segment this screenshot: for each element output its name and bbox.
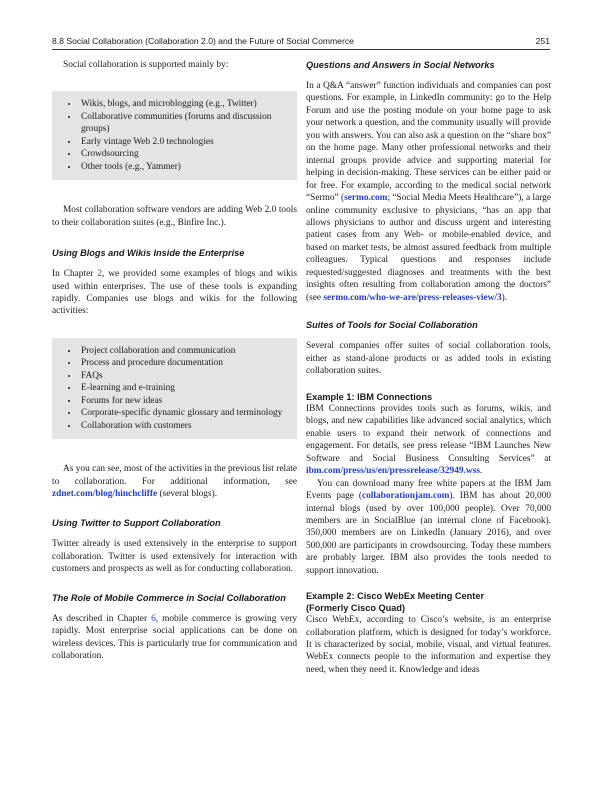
example2-title: Example 2: Cisco WebEx Meeting Center (Formerly Cisco Quad) — [306, 591, 485, 613]
paragraph-twitter: Twitter already is used extensively in the enterprise to support collaboration. Twitter is used extensively for interaction with customers and prospects as well as for conducting collaboration. — [52, 539, 297, 575]
paragraph-cisco: Cisco WebEx, according to Cisco’s website, is an enterprise collaboration platform, which is designed for today’s workforce. It is characterized by social, mobile, visual, and virtual features. WebEx connects people to the information and expertise they need, when they need it. Knowledge and ideas — [306, 615, 551, 675]
zdnet-link[interactable]: zdnet.com/blog/hinchcliffe — [52, 488, 158, 499]
right-column — [306, 55, 551, 676]
paragraph-vendors: Most collaboration software vendors are adding Web 2.0 tools to their collaboration suites (e.g., Binfire Inc.). — [52, 205, 297, 228]
collaborationjam-link[interactable]: collaborationjam.com — [361, 491, 450, 502]
list-item: • Collaboration with customers — [79, 420, 289, 432]
tools-box — [52, 91, 297, 180]
paragraph-mobile: As described in Chapter 6, mobile commerce is growing very rapidly. Most enterprise social applications can be done on wireless devices. This is particularly true for communication and collaboration. — [52, 613, 298, 662]
intro-text: Social collaboration is supported mainly by: — [63, 60, 229, 70]
list-item: • Wikis, blogs, and microblogging (e.g., Twitter) — [79, 98, 289, 110]
section-title: 8.8 Social Collaboration (Collaboration 2.0) and the Future of Social Commerce — [52, 36, 354, 46]
list-item: • FAQs — [79, 370, 289, 382]
tools-list — [52, 98, 289, 173]
list-item: • Forums for new ideas — [79, 395, 289, 407]
page-number: 251 — [535, 36, 550, 46]
example1-title: Example 1: IBM Connections — [306, 391, 433, 402]
ibm-press-link[interactable]: ibm.com/press/us/en/pressrelease/32949.wss — [306, 466, 480, 477]
list-item: • E-learning and e-training — [79, 382, 289, 394]
list-item: • Collaborative communities (forums and discussion groups) — [79, 111, 289, 136]
list-item: • Corporate-specific dynamic glossary and terminology — [79, 407, 289, 419]
paragraph-blogs: In Chapter 2, we provided some examples of blogs and wikis used within enterprises. The use of these tools is expanding rapidly. Companies use blogs and wikis for the following activities: — [52, 269, 297, 317]
heading-twitter: Using Twitter to Support Collaboration — [52, 518, 221, 529]
heading-suites: Suites of Tools for Social Collaboration — [306, 320, 478, 331]
sermo-link[interactable]: sermo.com — [344, 193, 388, 204]
list-item: • Project collaboration and communication — [79, 345, 289, 357]
paragraph-suites: Several companies offer suites of social collaboration tools, either as stand-alone products or as added tools in existing collaboration suites. — [306, 341, 551, 377]
left-column — [52, 55, 297, 663]
list-item: • Other tools (e.g., Yammer) — [79, 161, 289, 173]
activities-box — [52, 338, 297, 439]
activities-list — [52, 345, 289, 432]
paragraph-qa: In a Q&A “answer” function individuals and companies can post questions. For example, in LinkedIn community: go to the Help Forum and use the posting module on your home page to ask your network a question, and the community usually will provide you with answers. You can also ask a question on the “share box” on the home page. Many other professional networks and their internal groups provide advice and supporting material for helping in decision-making. These services can be either paid or for free. For example, according to the medical social network “Sermo” (sermo.com; “Social Media Meets Healthcare”), a large online community exclusive to physicians, “has an app that allows physicians to author and discuss urgent and interesting patient cases from any Web- or mobile-enabled device, and based on market tests, be almost assured feedback from multiple colleagues. Typical questions and responses include requested/suggested diagnoses and treatments with the best insights often resulting from collaboration among the doctors” (see sermo.com/who-we-are/press-releases-view/3). — [306, 81, 551, 303]
list-item: • Crowdsourcing — [79, 148, 289, 160]
paragraph-ibm-2: You can download many free white papers at the IBM Jam Events page (collaborationjam.com). IBM has about 20,000 internal blogs (used by over 100,000 people). Over 70,000 members are in SocialBlue (an internal clone of Facebook). 350,000 members are on LinkedIn (January 2016), and over 500,000 are participants in crowdsourcing. Today these numbers are probably larger. IBM also provides the tools needed to support innovation. — [306, 478, 551, 576]
running-header — [52, 33, 550, 53]
paragraph-see-more: As you can see, most of the activities in the previous list relate to collaboration. For additional information, see zdnet.com/blog/hinchcliffe (several blogs). — [52, 464, 297, 499]
header-rule — [52, 49, 550, 50]
paragraph-ibm-1: IBM Connections provides tools such as forums, wikis, and blogs, and new capabilities like advanced social analytics, which enable users to expand their network of connections and engagement. For details, see press release “IBM Launches New Software and Social Business Consulting Services” at ibm.com/press/us/en/pressrelease/32949.wss. — [306, 403, 551, 477]
list-item: • Process and procedure documentation — [79, 357, 289, 369]
list-item: • Early vintage Web 2.0 technologies — [79, 136, 289, 148]
chapter-link[interactable]: 6 — [151, 613, 156, 624]
chapter-link[interactable]: 2 — [97, 269, 102, 280]
heading-blogs-wikis: Using Blogs and Wikis Inside the Enterprise — [52, 248, 245, 259]
heading-mobile-commerce: The Role of Mobile Commerce in Social Collaboration — [52, 592, 286, 603]
heading-questions-answers: Questions and Answers in Social Networks — [306, 60, 495, 70]
sermo-press-link[interactable]: sermo.com/who-we-are/press-releases-view/3 — [323, 292, 502, 303]
